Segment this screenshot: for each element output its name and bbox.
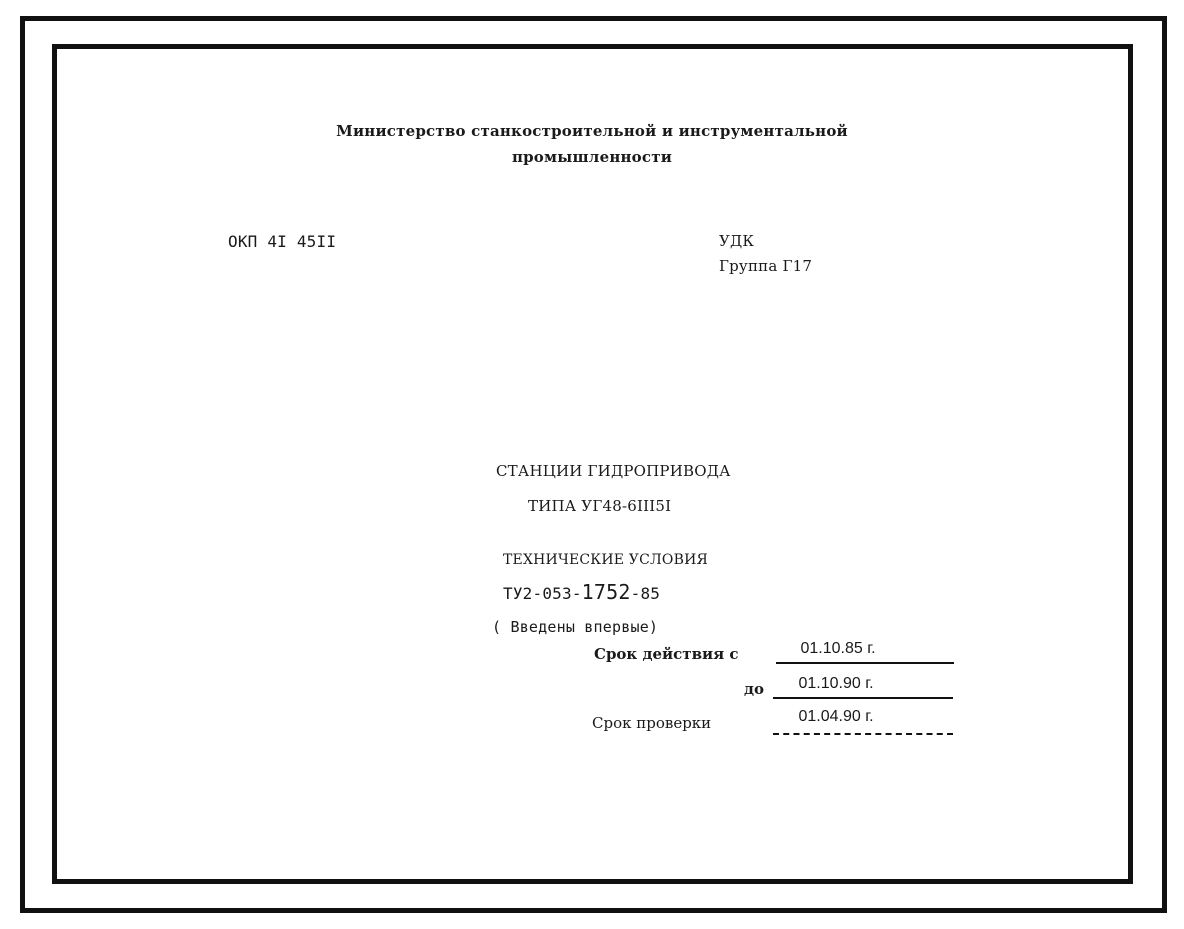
review-label: Срок проверки: [592, 714, 712, 732]
document-title-line2: ТИПА УГ48-6III5I: [528, 497, 672, 515]
validity-from-underline: [776, 662, 954, 664]
tu-prefix: ТУ2-053-: [503, 584, 582, 603]
validity-to-underline: [773, 697, 953, 699]
validity-to-label: до: [744, 680, 765, 698]
ministry-name-line2: промышленности: [511, 148, 673, 166]
tu-number: 1752: [581, 580, 631, 604]
tu-suffix: -85: [630, 584, 661, 603]
tu-designation: [503, 580, 660, 604]
udk-label: УДК: [719, 232, 755, 250]
validity-label: Срок действия с: [594, 645, 739, 663]
review-underline: [773, 733, 953, 735]
group-code: Группа Г17: [719, 257, 813, 275]
validity-to-date: 01.10.90 г.: [798, 675, 874, 692]
introduced-note: ( Введены впервые): [492, 618, 659, 636]
technical-conditions-heading: ТЕХНИЧЕСКИЕ УСЛОВИЯ: [503, 552, 709, 568]
ministry-name-line1: Министерство станкостроительной и инструментальной: [336, 122, 848, 140]
document-title-line1: СТАНЦИИ ГИДРОПРИВОДА: [496, 462, 731, 480]
review-date: 01.04.90 г.: [798, 708, 874, 725]
validity-from-date: 01.10.85 г.: [800, 640, 876, 657]
okp-code: ОКП 4I 45II: [228, 232, 337, 251]
